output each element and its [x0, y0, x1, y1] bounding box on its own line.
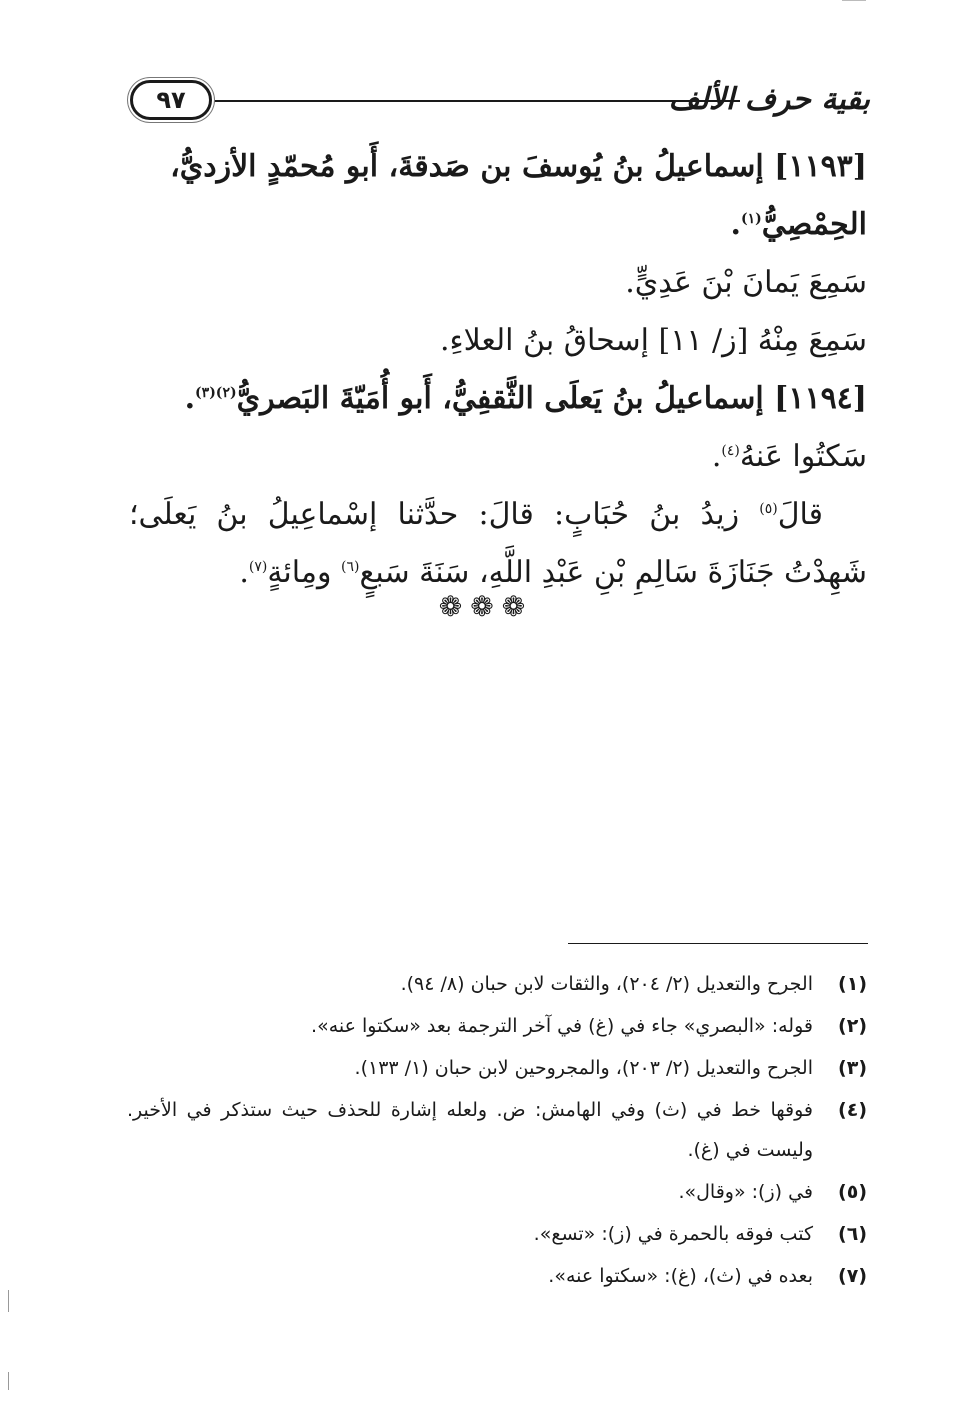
footnote [127, 1256, 867, 1296]
footnote [127, 1006, 867, 1046]
entry-1193-line-2: سَمِعَ يَمانَ بْنَ عَدِيٍّ. [625, 265, 867, 300]
footnote-number: (٥) [838, 1181, 867, 1203]
footnote-number: (١) [838, 973, 867, 995]
footnote-ref-1: (١) [741, 211, 762, 227]
scan-edge-mark [8, 1290, 9, 1312]
header-rule [212, 100, 740, 102]
scan-mark [842, 0, 866, 1]
entry-1193-end: . [730, 207, 741, 242]
entry-1194-line-2 [129, 428, 867, 486]
footnote-text: قوله: «البصري» جاء في (غ) في آخر الترجمة بعد «سكتوا عنه». [311, 1015, 813, 1037]
silence-text: سَكتُوا عَنهُ [739, 439, 867, 474]
footnote-text: كتب فوقه بالحمرة في (ز): «تسع». [533, 1223, 813, 1245]
entry-1194-heading [129, 370, 867, 428]
footnote [127, 1090, 867, 1170]
footnote-number: (٤) [838, 1099, 867, 1121]
footnote [127, 1214, 867, 1254]
footnote-text: الجرح والتعديل (٢/ ٢٠٤)، والثقات لابن حبان (٨/ ٩٤). [400, 973, 813, 995]
footnotes [127, 964, 867, 1298]
entry-1194-end: . [184, 381, 196, 416]
para-start: قالَ [777, 497, 823, 532]
footnote-text: الجرح والتعديل (٢/ ٢٠٣)، والمجروحين لابن حبان (١/ ١٣٣). [354, 1057, 813, 1079]
para-end-1: ومِائةٍ [267, 555, 341, 590]
entry-1193-text: [١١٩٣] إسماعيلُ بنُ يُوسفَ بن صَدقةَ، أَبو مُحمّدٍ الأزديُّ، الحِمْصِيُّ [170, 149, 867, 242]
section-ornament: ❁❁❁ [438, 590, 534, 623]
entry-1194-text: [١١٩٤] إسماعيلُ بنُ يَعلَى الثَّقفِيُّ، أَبو أُمَيّةَ البَصريُّ [236, 381, 867, 416]
footnote-ref-7: (٧) [248, 559, 268, 575]
para-end-2: . [239, 555, 249, 590]
page-number: ٩٧ [130, 80, 212, 120]
footnote-text: فوقها خط في (ث) وفي الهامش: ض. ولعله إشارة للحذف حيث ستذكر في الأخير. وليست في (غ). [127, 1099, 813, 1161]
footnote-separator [568, 943, 868, 944]
scan-edge-mark [8, 1372, 9, 1390]
footnote [127, 964, 867, 1004]
footnote [127, 1172, 867, 1212]
footnote-number: (٦) [838, 1223, 867, 1245]
footnote-ref-2-3: (٢)(٣) [195, 385, 237, 401]
entry-1193-heading [129, 138, 867, 254]
main-text [129, 138, 867, 602]
entry-1194-paragraph [129, 486, 867, 602]
footnote-number: (٣) [838, 1057, 867, 1079]
footnote [127, 1048, 867, 1088]
footnote-ref-4: (٤) [721, 443, 740, 459]
footnote-text: في (ز): «وقال». [678, 1181, 813, 1203]
running-header [130, 76, 870, 132]
footnote-number: (٢) [838, 1015, 867, 1037]
footnote-ref-5: (٥) [759, 501, 778, 517]
para-middle: زيدُ بنُ حُبَابٍ: قالَ: حدَّثنا إسْماعِيلُ بنُ يَعلَى؛ شَهِدْتُ جَنَازَةَ سَالِمِ بْنِ عَبْدِ اللَّهِ، سَنَةَ سَبعٍ [129, 497, 867, 590]
footnote-ref-6: (٦) [341, 559, 360, 575]
footnote-text: بعده في (ث)، (غ): «سكتوا عنه». [548, 1265, 813, 1287]
header-title: بقية حرف الألف [668, 82, 870, 117]
silence-end: . [711, 439, 722, 474]
footnote-number: (٧) [838, 1265, 867, 1287]
entry-1193-line-3: سَمِعَ مِنْهُ [ز/ ١١] إسحاقُ بنُ العلاءِ. [439, 323, 867, 358]
